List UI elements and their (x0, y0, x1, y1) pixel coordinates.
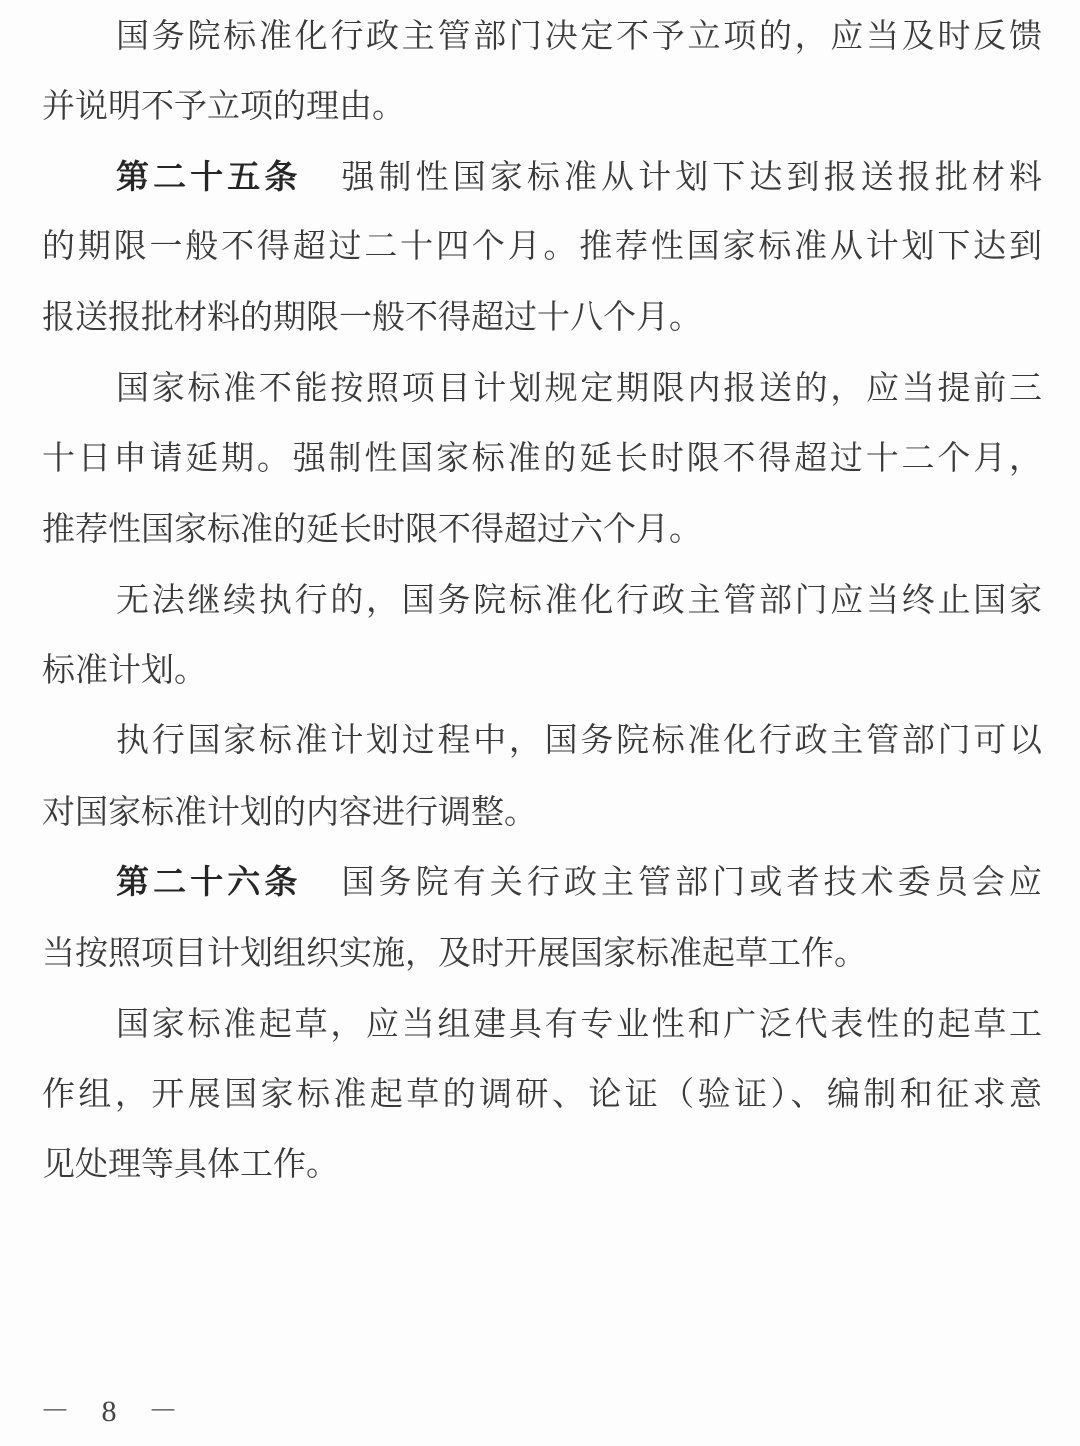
paragraph-text: 强制性国家标准从计划下达到报送报批材料 (341, 157, 1043, 196)
paragraph-line: 报送报批材料的期限一般不得超过十八个月。 (42, 297, 702, 336)
paragraph-text: 国务院有关行政主管部门或者技术委员会应 (341, 862, 1043, 901)
article-heading: 第二十六条 (116, 862, 302, 901)
paragraph-line: 的期限一般不得超过二十四个月。推荐性国家标准从计划下达到 (42, 226, 1042, 265)
paragraph-line: 国家标准不能按照项目计划规定期限内报送的，应当提前三 (116, 368, 1042, 407)
article-heading: 第二十五条 (116, 157, 302, 196)
paragraph-line: 国务院标准化行政主管部门决定不予立项的，应当及时反馈 (116, 16, 1042, 55)
article-25-line (116, 155, 1042, 199)
article-26-line (116, 860, 1042, 904)
paragraph-line: 当按照项目计划组织实施，及时开展国家标准起草工作。 (42, 933, 867, 972)
paragraph-line: 标准计划。 (42, 650, 207, 689)
paragraph-line: 无法继续执行的，国务院标准化行政主管部门应当终止国家 (116, 580, 1042, 619)
paragraph-line: 对国家标准计划的内容进行调整。 (42, 792, 537, 831)
paragraph-line: 十日申请延期。强制性国家标准的延长时限不得超过十二个月， (42, 438, 1042, 477)
page-number: － 8 － (40, 1395, 190, 1428)
paragraph-line: 作组，开展国家标准起草的调研、论证（验证）、编制和征求意 (42, 1074, 1042, 1113)
paragraph-line: 见处理等具体工作。 (42, 1144, 339, 1183)
paragraph-line: 推荐性国家标准的延长时限不得超过六个月。 (42, 509, 702, 548)
paragraph-line: 并说明不予立项的理由。 (42, 86, 405, 125)
paragraph-line: 国家标准起草，应当组建具有专业性和广泛代表性的起草工 (116, 1004, 1042, 1043)
paragraph-line: 执行国家标准计划过程中，国务院标准化行政主管部门可以 (116, 720, 1042, 759)
